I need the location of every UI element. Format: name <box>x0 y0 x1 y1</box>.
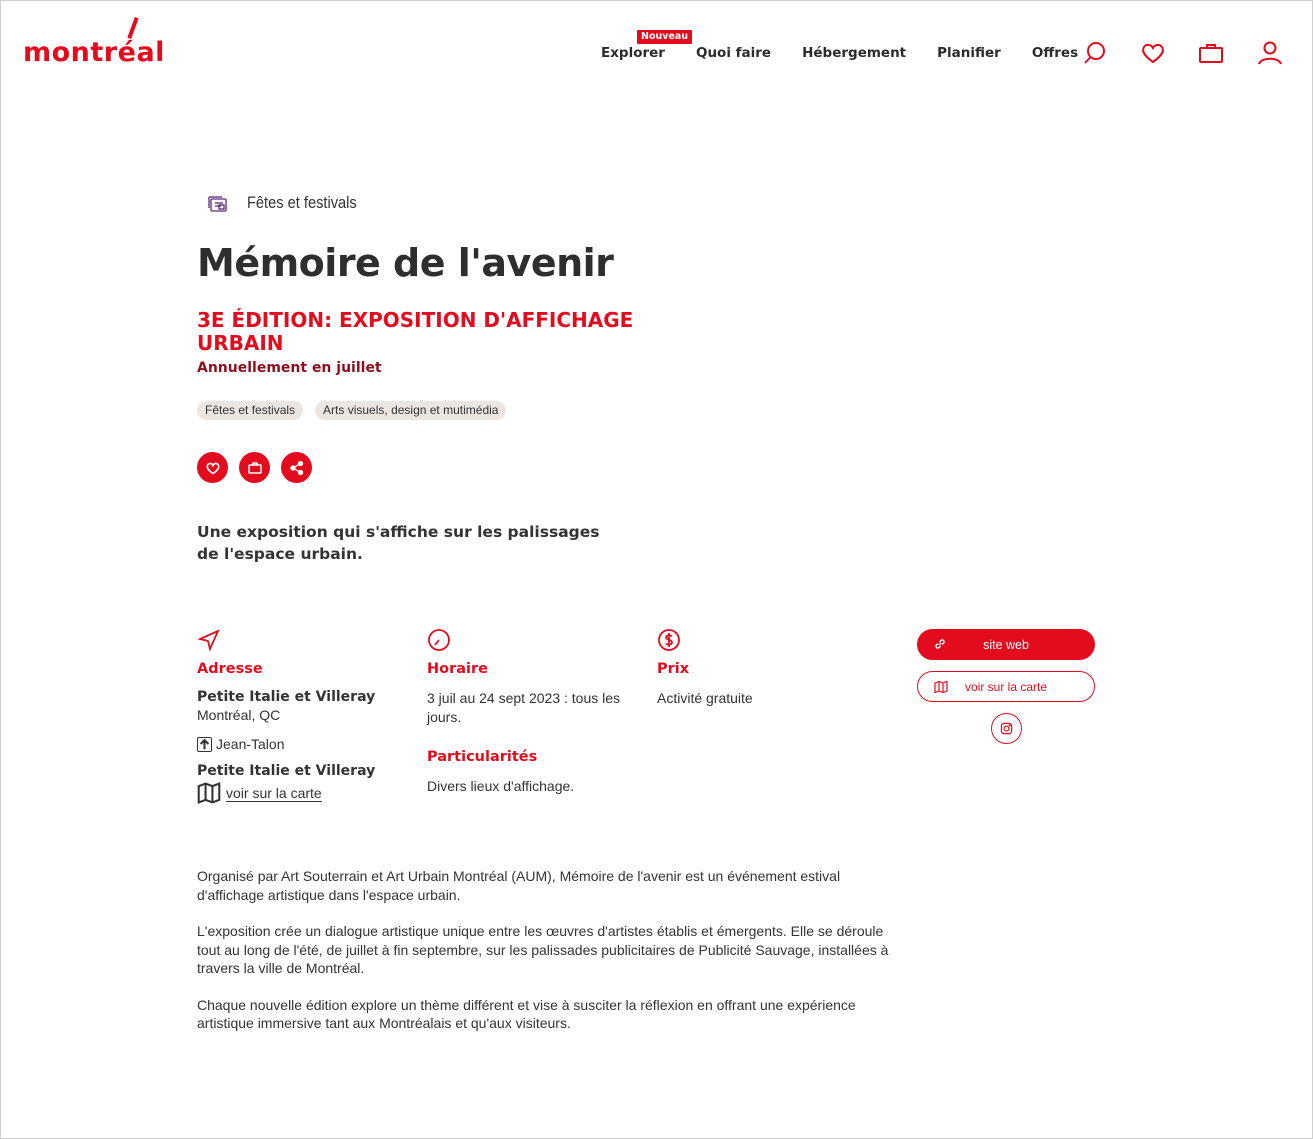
price-text: Activité gratuite <box>657 690 753 706</box>
address-map-link[interactable] <box>197 781 407 805</box>
schedule-heading: Horaire <box>427 661 488 677</box>
address-city: Montréal, QC <box>197 707 281 723</box>
event-actions <box>197 452 312 483</box>
heart-icon <box>205 460 221 476</box>
event-subtitle: 3E ÉDITION: EXPOSITION D'AFFICHAGE URBAIN <box>197 308 634 355</box>
event-lead: Une exposition qui s'affiche sur les palissages de l'espace urbain. <box>197 523 600 563</box>
nav-offres-label: Offres <box>1031 45 1079 61</box>
address-heading: Adresse <box>197 661 263 677</box>
tag-arts-visuels[interactable]: Arts visuels, design et mutimédia <box>315 401 506 420</box>
search-icon[interactable] <box>1081 39 1109 67</box>
features-text: Divers lieux d'affichage. <box>427 778 575 794</box>
tag-fetes-festivals[interactable]: Fêtes et festivals <box>197 401 303 420</box>
map-icon <box>197 781 221 805</box>
logo-accent <box>127 17 138 39</box>
metro-name: Jean-Talon <box>216 736 285 752</box>
heart-icon[interactable] <box>1139 39 1167 67</box>
tag-list <box>197 401 506 420</box>
nav-offres[interactable] <box>1032 45 1078 61</box>
nav-explorer-label: Explorer <box>601 45 665 61</box>
description-paragraph-3: Chaque nouvelle édition explore un thème différent et vise à susciter la réflexion en offrant une expérience artistique immersive tant aux Montréalais et qu'aux visiteurs. <box>197 996 856 1031</box>
schedule-section <box>427 628 637 796</box>
price-heading: Prix <box>657 661 690 677</box>
add-to-trip-button[interactable] <box>239 452 270 483</box>
nav-quoi-faire-label: Quoi faire <box>695 45 772 61</box>
location-arrow-icon <box>197 628 221 652</box>
metro-station <box>197 736 407 752</box>
user-icon[interactable] <box>1256 39 1284 67</box>
address-map-link-label: voir sur la carte <box>226 784 322 801</box>
clock-icon <box>427 628 451 652</box>
view-map-button[interactable] <box>917 671 1095 702</box>
share-icon <box>289 460 305 476</box>
nav-planifier[interactable] <box>937 45 1001 61</box>
map-icon <box>934 680 948 694</box>
share-button[interactable] <box>281 452 312 483</box>
address-section <box>197 628 407 805</box>
nouveau-badge: Nouveau <box>637 30 692 44</box>
main-nav <box>601 31 1109 61</box>
description-paragraph-2: L'exposition crée un dialogue artistique unique entre les œuvres d'artistes établis et émergents. Elle se déroule tout au long de l'été, de juillet à fin septembre, sur les palissades publicitaires de Publicité Sauvage, installées à travers la ville de Montréal. <box>197 923 889 976</box>
nav-hebergement-label: Hébergement <box>802 45 907 61</box>
montreal-logo[interactable] <box>23 17 183 67</box>
website-button[interactable] <box>917 629 1095 660</box>
page-title: Mémoire de l'avenir <box>197 241 614 285</box>
site-header <box>1 1 1312 105</box>
briefcase-icon[interactable] <box>1197 39 1225 67</box>
nav-hebergement[interactable] <box>802 45 906 61</box>
category-label[interactable]: Fêtes et festivals <box>247 193 357 212</box>
link-icon <box>933 637 947 651</box>
metro-icon <box>197 737 212 752</box>
nav-explorer[interactable] <box>601 31 689 61</box>
description-paragraph-1: Organisé par Art Souterrain et Art Urbain Montréal (AUM), Mémoire de l'avenir est un événement estival d'affichage artistique dans l'espace urbain. <box>197 868 841 903</box>
event-recurrence: Annuellement en juillet <box>197 360 382 376</box>
category-icon-wrap <box>206 193 228 215</box>
dollar-icon <box>657 628 681 652</box>
nav-quoi-faire[interactable] <box>696 45 771 61</box>
instagram-icon <box>1000 722 1013 735</box>
features-heading: Particularités <box>427 749 538 765</box>
instagram-button[interactable] <box>991 713 1022 744</box>
favorite-button[interactable] <box>197 452 228 483</box>
nav-planifier-label: Planifier <box>937 45 1001 61</box>
event-description <box>197 867 897 1051</box>
view-map-button-label: voir sur la carte <box>964 679 1048 694</box>
logo-text: montréal <box>23 37 165 68</box>
schedule-text: 3 juil au 24 sept 2023 : tous les jours. <box>427 690 621 725</box>
address-place-2: Petite Italie et Villeray <box>197 763 376 779</box>
price-section <box>657 628 867 708</box>
address-place: Petite Italie et Villeray <box>197 689 376 705</box>
briefcase-icon <box>247 460 263 476</box>
ticket-icon <box>206 193 228 215</box>
website-button-label: site web <box>983 637 1029 652</box>
